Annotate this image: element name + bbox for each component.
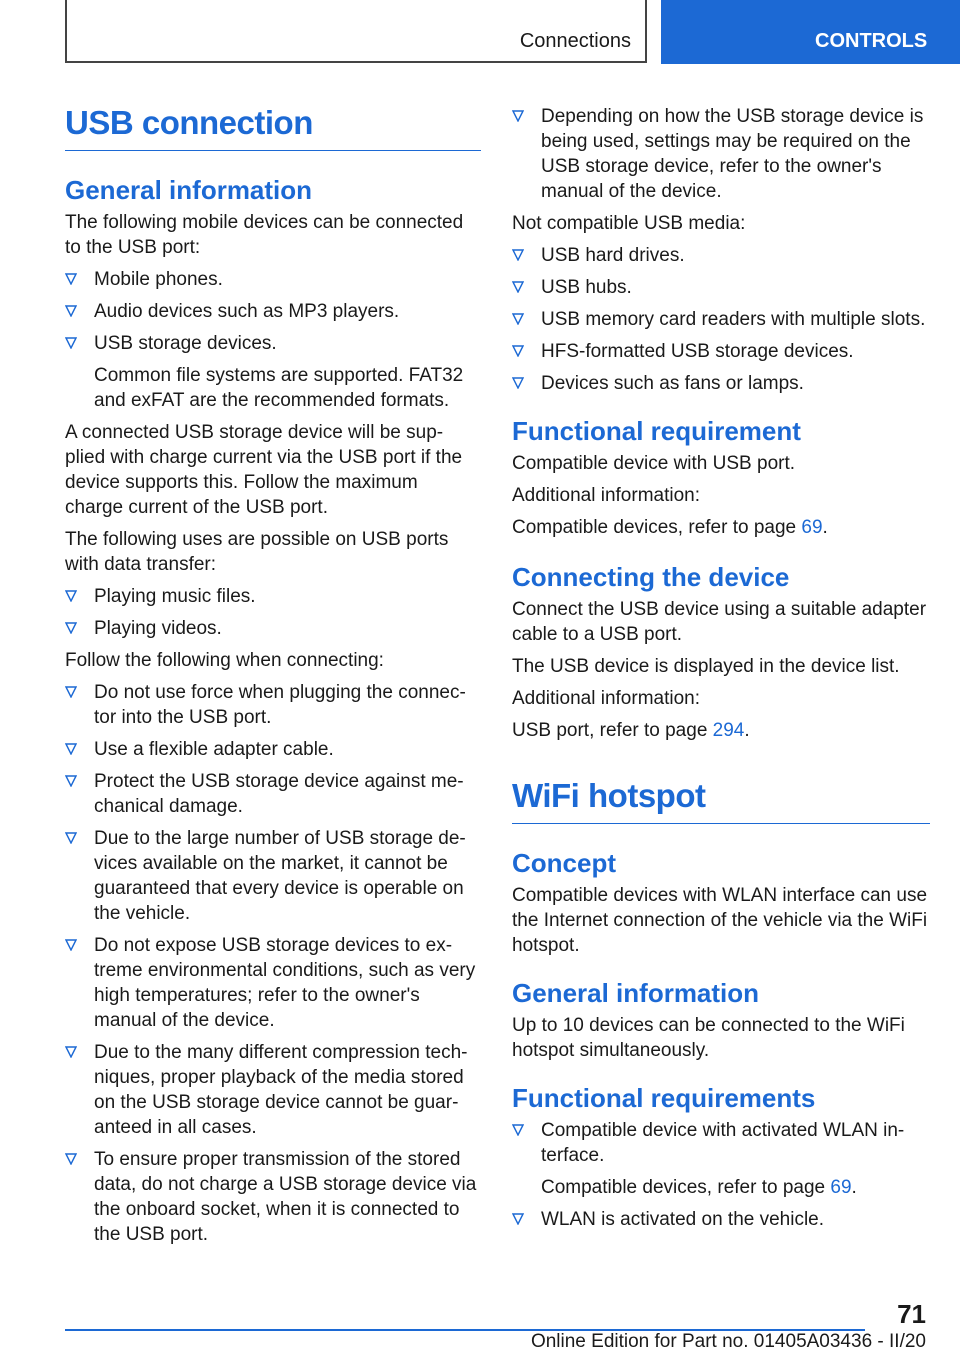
concept-heading: Concept [512, 848, 616, 878]
file-systems-note: Common file systems are supported. FAT32 and exFAT are the recommended formats. [94, 365, 464, 411]
list-item [65, 933, 481, 1033]
list-item [65, 1040, 481, 1140]
list-item-text: Due to the many different compression tech‐ niques, proper playback of the media stored on the USB storage device cannot be guar‐ anteed in all cases. [94, 1042, 468, 1138]
list-item [65, 616, 481, 641]
reference-text: USB port, refer to page [512, 720, 713, 741]
connecting-device-text: Connect the USB device using a suitable adapter cable to a USB port. [512, 599, 927, 645]
wifi-general-information-heading: General information [512, 978, 760, 1008]
list-item-text: Do not expose USB storage devices to ex‐ treme environmental conditions, such as very high temperatures; refer to the owner's manual of the device. [94, 935, 476, 1031]
connecting-precautions-list [65, 680, 481, 1247]
list-item-text: Depending on how the USB storage device is being used, settings may be required on the USB storage device, refer to the owner's manual of the device. [541, 106, 924, 202]
list-item [65, 737, 481, 762]
list-item-text: Due to the large number of USB storage de‐ vices available on the market, it cannot be guaranteed that every device is operable on the vehicle. [94, 828, 466, 924]
concept-text: Compatible devices with WLAN interface can use the Internet connection of the vehicle via the WiFi hotspot. [512, 885, 928, 956]
list-item [65, 680, 481, 730]
uses-intro: The following uses are possible on USB ports with data transfer: [65, 529, 449, 575]
reference-text: Compatible devices, refer to page [541, 1177, 831, 1198]
page-link[interactable]: 69 [801, 517, 823, 538]
triangle-bullet-icon [65, 590, 77, 602]
not-compatible-list [512, 243, 930, 396]
compatible-devices-reference: Compatible devices, refer to page 69. [512, 517, 828, 538]
additional-info-label: Additional information: [512, 688, 700, 709]
triangle-bullet-icon [512, 345, 524, 357]
list-item [512, 339, 930, 364]
triangle-bullet-icon [65, 273, 77, 285]
list-item-text: HFS-formatted USB storage devices. [541, 341, 854, 362]
chapter-tab-label: CONTROLS [815, 30, 928, 52]
wifi-general-text: Up to 10 devices can be connected to the WiFi hotspot simultaneously. [512, 1015, 905, 1061]
list-item-text: USB storage devices. [94, 333, 277, 354]
page-link[interactable]: 294 [712, 720, 745, 741]
list-item-text: Protect the USB storage device against me‐ chanical damage. [94, 771, 464, 817]
not-compatible-intro: Not compatible USB media: [512, 213, 746, 234]
list-item [512, 275, 930, 300]
triangle-bullet-icon [65, 743, 77, 755]
list-item-text: Mobile phones. [94, 269, 223, 290]
charge-current-text: A connected USB storage device will be sup‐ plied with charge current via the USB port if the device supports this. Follow the maximum charge current of the USB port. [65, 422, 463, 518]
triangle-bullet-icon [65, 1046, 77, 1058]
list-item-text: Playing music files. [94, 586, 256, 607]
triangle-bullet-icon [65, 1153, 77, 1165]
chapter-tab [661, 0, 960, 64]
list-item [65, 826, 481, 926]
right-column [512, 100, 930, 1239]
list-item-text: Compatible device with activated WLAN in‐ terface. [541, 1120, 905, 1166]
triangle-bullet-icon [65, 622, 77, 634]
list-item [512, 1118, 930, 1200]
device-list [65, 267, 481, 413]
triangle-bullet-icon [65, 305, 77, 317]
triangle-bullet-icon [512, 1124, 524, 1136]
list-item-text: To ensure proper transmission of the stored data, do not charge a USB storage device via the onboard socket, when it is connected to the USB port. [94, 1149, 477, 1245]
device-list-text: The USB device is displayed in the device list. [512, 656, 900, 677]
triangle-bullet-icon [512, 377, 524, 389]
reference-text: Compatible devices, refer to page [512, 517, 802, 538]
connecting-device-heading: Connecting the device [512, 562, 790, 592]
list-item-text: USB hubs. [541, 277, 632, 298]
compatible-devices-reference: Compatible devices, refer to page 69. [541, 1177, 857, 1198]
triangle-bullet-icon [65, 686, 77, 698]
additional-info-label: Additional information: [512, 485, 700, 506]
page-link[interactable]: 69 [830, 1177, 852, 1198]
list-item [512, 104, 930, 204]
section-title: Connections [519, 30, 631, 52]
list-item [512, 243, 930, 268]
triangle-bullet-icon [512, 313, 524, 325]
edition-footer: Online Edition for Part no. 01405A03436 - II/20 [530, 1331, 926, 1352]
settings-note-list [512, 104, 930, 204]
section-header-box [65, 0, 647, 63]
triangle-bullet-icon [65, 775, 77, 787]
list-item-text: Playing videos. [94, 618, 222, 639]
list-item [65, 584, 481, 609]
list-item [65, 299, 481, 324]
list-item-text: USB memory card readers with multiple slots. [541, 309, 926, 330]
triangle-bullet-icon [65, 832, 77, 844]
page-header [0, 0, 960, 66]
triangle-bullet-icon [65, 939, 77, 951]
usb-port-reference: USB port, refer to page 294. [512, 720, 750, 741]
usb-connection-title: USB connection [65, 100, 481, 151]
list-item-text: USB hard drives. [541, 245, 685, 266]
connecting-intro: Follow the following when connecting: [65, 650, 384, 671]
wifi-hotspot-title: WiFi hotspot [512, 773, 930, 824]
uses-list [65, 584, 481, 641]
wifi-requirements-list [512, 1118, 930, 1232]
list-item [512, 1207, 930, 1232]
triangle-bullet-icon [512, 249, 524, 261]
triangle-bullet-icon [65, 337, 77, 349]
list-item [65, 1147, 481, 1247]
page-number: 71 [897, 1299, 926, 1329]
triangle-bullet-icon [512, 110, 524, 122]
devices-intro: The following mobile devices can be connected to the USB port: [65, 212, 464, 258]
list-item-text: Devices such as fans or lamps. [541, 373, 804, 394]
list-item-text: Use a flexible adapter cable. [94, 739, 334, 760]
list-item-text: Audio devices such as MP3 players. [94, 301, 400, 322]
list-item [65, 769, 481, 819]
list-item [65, 331, 481, 413]
functional-requirement-text: Compatible device with USB port. [512, 453, 796, 474]
triangle-bullet-icon [512, 1213, 524, 1225]
left-column [65, 100, 481, 1254]
list-item [65, 267, 481, 292]
general-information-heading: General information [65, 175, 313, 205]
list-item-text: WLAN is activated on the vehicle. [541, 1209, 825, 1230]
list-item [512, 371, 930, 396]
functional-requirements-heading: Functional requirements [512, 1083, 816, 1113]
list-item [512, 307, 930, 332]
functional-requirement-heading: Functional requirement [512, 416, 801, 446]
triangle-bullet-icon [512, 281, 524, 293]
list-item-text: Do not use force when plugging the connec‐ tor into the USB port. [94, 682, 466, 728]
